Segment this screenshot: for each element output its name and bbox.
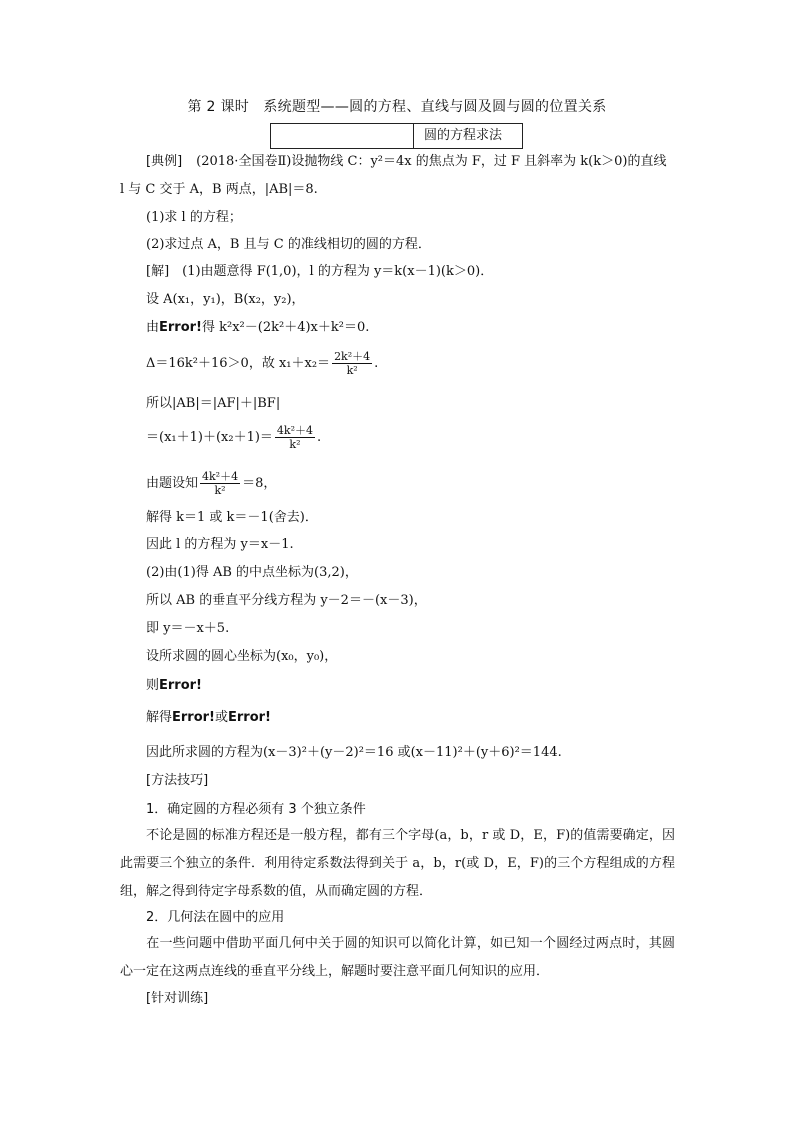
method-label: [方法技巧] <box>146 773 209 788</box>
solution-line-10: (2)由(1)得 AB 的中点坐标为(3,2)， <box>146 565 358 580</box>
method-paragraph-2: 在一些问题中借助平面几何中关于圆的知识可以简化计算，如已知一个圆经过两点时，其圆心一定在这两点连线的垂直平分线上，解题时要注意平面几何知识的应用． <box>120 936 675 979</box>
solution-line-1: [解] (1)由题意得 F(1,0)，l 的方程为 y＝k(x－1)(k＞0)． <box>146 264 494 279</box>
method-heading-2: 2．几何法在圆中的应用 <box>146 910 285 925</box>
example-line1-text: 设抛物线 C：y²＝4x 的焦点为 F，过 F 且斜率为 k(k＞0)的直线 <box>291 154 667 169</box>
method-paragraph-1: 不论是圆的标准方程还是一般方程，都有三个字母(a，b，r 或 D，E，F)的值需要确定，因此需要三个独立的条件．利用待定系数法得到关于 a，b，r(或 D，E，F)的三个方程组成的方程组，解之得到待定字母系数的值，从而确定圆的方程． <box>120 828 675 899</box>
solution-line-9: 因此 l 的方程为 y＝x－1. <box>146 537 294 552</box>
solution-line-11: 所以 AB 的垂直平分线方程为 y－2＝－(x－3)， <box>146 593 427 608</box>
page-title: 第 2 课时 系统题型——圆的方程、直线与圆及圆与圆的位置关系 <box>187 99 607 115</box>
solution-line-16: 因此所求圆的方程为(x－3)²＋(y－2)²＝16 或(x－11)²＋(y＋6)²＝144. <box>146 745 562 760</box>
error-placeholder: Error! <box>172 710 215 725</box>
error-placeholder: Error! <box>228 710 271 725</box>
solution-line-2: 设 A(x₁，y₁)，B(x₂，y₂)， <box>146 292 305 307</box>
solution-line-4: Δ＝16k²＋16＞0，故 x₁＋x₂＝ $\frac{\text{2k²＋4}}{\text{k²}}$ . <box>146 350 379 377</box>
example-line-2: l 与 C 交于 A，B 两点，|AB|＝8. <box>120 182 318 197</box>
solution-line-15: 解得Error!或Error! <box>146 710 271 725</box>
question-1: (1)求 l 的方程； <box>146 210 242 225</box>
example-line-1 <box>146 152 666 172</box>
training-label: [针对训练] <box>146 991 209 1006</box>
question-2: (2)求过点 A，B 且与 C 的准线相切的圆的方程． <box>146 237 431 252</box>
solution-line-7: 由题设知 $\frac{\text{4k²＋4}}{\text{k²}}$ ＝8， <box>146 470 277 497</box>
solution-line-5: 所以|AB|＝|AF|＋|BF| <box>146 396 281 411</box>
solution-line-3: 由Error!得 k²x²－(2k²＋4)x＋k²＝0. <box>146 320 370 335</box>
solution-line-12: 即 y＝－x＋5. <box>146 621 230 636</box>
error-placeholder: Error! <box>159 320 202 335</box>
example-source: (2018·全国卷Ⅱ) <box>196 154 292 169</box>
solution-line-14: 则Error! <box>146 678 202 693</box>
topic-table <box>270 123 523 149</box>
solution-line-6: ＝(x₁＋1)＋(x₂＋1)＝ $\frac{\text{4k²＋4}}{\text{k²}}$ . <box>146 424 322 451</box>
solution-line-8: 解得 k＝1 或 k＝－1(舍去)． <box>146 510 318 525</box>
fraction: $\frac{\text{4k²＋4}}{\text{k²}}$ <box>202 470 239 497</box>
fraction: $\frac{\text{4k²＋4}}{\text{k²}}$ <box>276 424 313 451</box>
method-heading-1: 1．确定圆的方程必须有 3 个独立条件 <box>146 802 366 817</box>
solution-line-13: 设所求圆的圆心坐标为(x₀，y₀)， <box>146 649 338 664</box>
topic-table-empty-cell <box>271 124 414 148</box>
example-label: [典例] <box>146 154 183 169</box>
topic-table-label: 圆的方程求法 <box>424 128 503 143</box>
fraction: $\frac{\text{2k²＋4}}{\text{k²}}$ <box>334 350 371 377</box>
error-placeholder: Error! <box>159 678 202 693</box>
